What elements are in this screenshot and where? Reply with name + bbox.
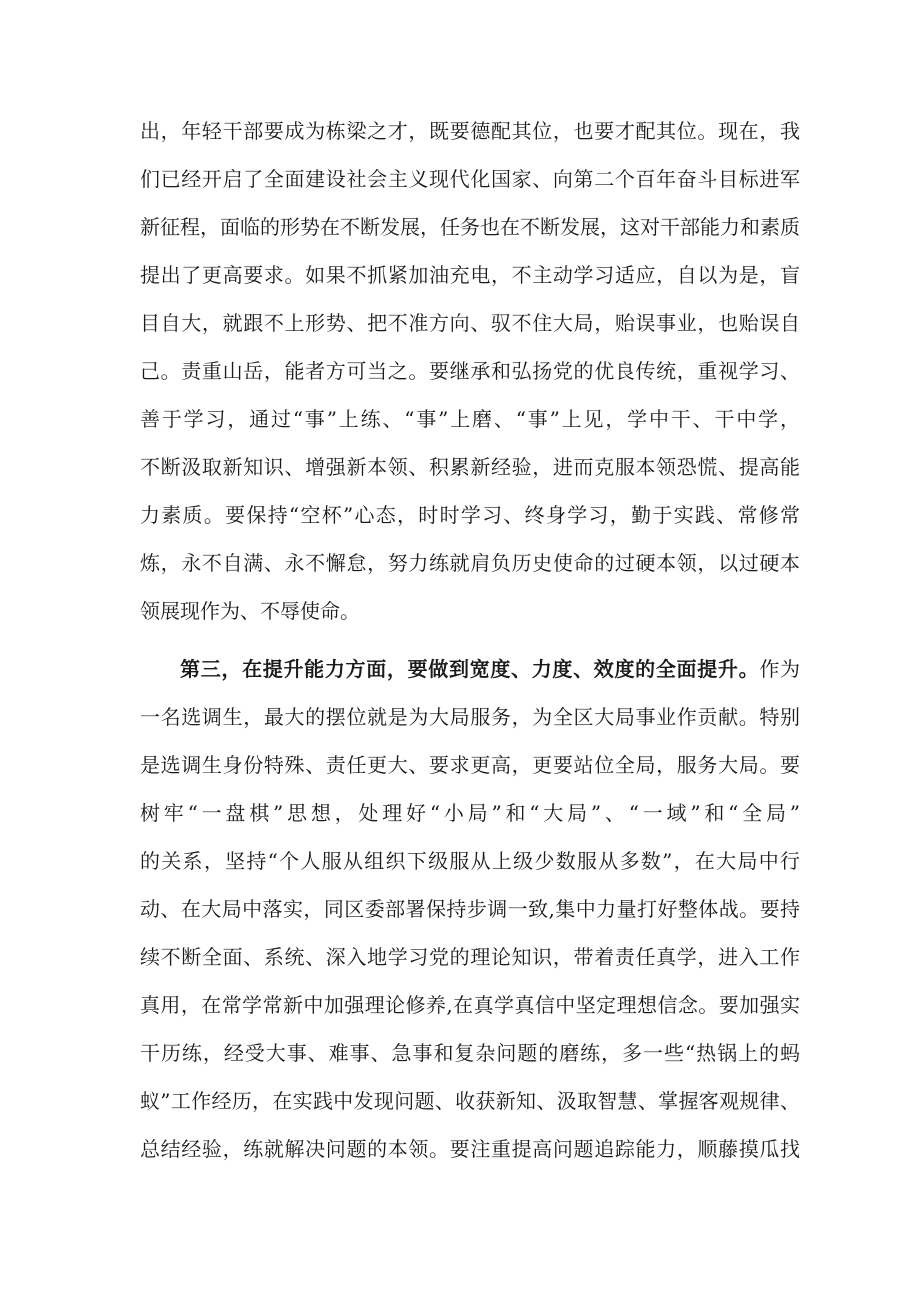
paragraph-line: 真用，在常学常新中加强理论修养,在真学真信中坚定理想信念。要加强实 [140,993,800,1017]
paragraph-line: 总结经验，练就解决问题的本领。要注重提高问题追踪能力，顺藤摸瓜找 [140,1137,800,1161]
paragraph-line: 的关系，坚持“个人服从组织下级服从上级少数服从多数”，在大局中行 [140,849,800,873]
paragraph-line: 们已经开启了全面建设社会主义现代化国家、向第二个百年奋斗目标进军 [140,167,800,191]
paragraph-line: 干历练，经受大事、难事、急事和复杂问题的磨练，多一些“热锅上的蚂 [140,1041,800,1065]
paragraph-line: 炼，永不自满、永不懈怠，努力练就肩负历史使命的过硬本领，以过硬本 [140,551,800,575]
paragraph-line: 蚁”工作经历，在实践中发现问题、收获新知、汲取智慧、掌握客观规律、 [140,1089,800,1113]
paragraph-line: 力素质。要保持“空杯”心态，时时学习、终身学习，勤于实践、常修常 [140,503,800,527]
heading-line-rest: 作为 [759,657,800,681]
section-heading: 第三，在提升能力方面，要做到宽度、力度、效度的全面提升。 [180,657,760,681]
paragraph-line: 动、在大局中落实，同区委部署保持步调一致,集中力量打好整体战。要持 [140,897,800,921]
paragraph-line: 领展现作为、不辱使命。 [140,599,360,623]
paragraph-line: 提出了更高要求。如果不抓紧加油充电，不主动学习适应，自以为是，盲 [140,263,800,287]
paragraph-heading-line [180,653,800,685]
paragraph-line: 出，年轻干部要成为栋梁之才，既要德配其位，也要才配其位。现在，我 [140,119,800,143]
paragraph-line: 新征程，面临的形势在不断发展，任务也在不断发展，这对干部能力和素质 [140,215,800,239]
paragraph-line: 不断汲取新知识、增强新本领、积累新经验，进而克服本领恐慌、提高能 [140,455,800,479]
paragraph-line: 善于学习，通过“事”上练、“事”上磨、“事”上见，学中干、干中学， [140,407,800,431]
paragraph-line: 己。责重山岳，能者方可当之。要继承和弘扬党的优良传统，重视学习、 [140,359,800,383]
paragraph-line: 一名选调生，最大的摆位就是为大局服务，为全区大局事业作贡献。特别 [140,705,800,729]
paragraph-line: 目自大，就跟不上形势、把不准方向、驭不住大局，贻误事业，也贻误自 [140,311,800,335]
paragraph-line: 续不断全面、系统、深入地学习党的理论知识，带着责任真学，进入工作 [140,945,800,969]
paragraph-line: 是选调生身份特殊、责任更大、要求更高，更要站位全局，服务大局。要 [140,753,800,777]
paragraph-line: 树牢“一盘棋”思想，处理好“小局”和“大局”、“一域”和“全局” [140,801,800,825]
